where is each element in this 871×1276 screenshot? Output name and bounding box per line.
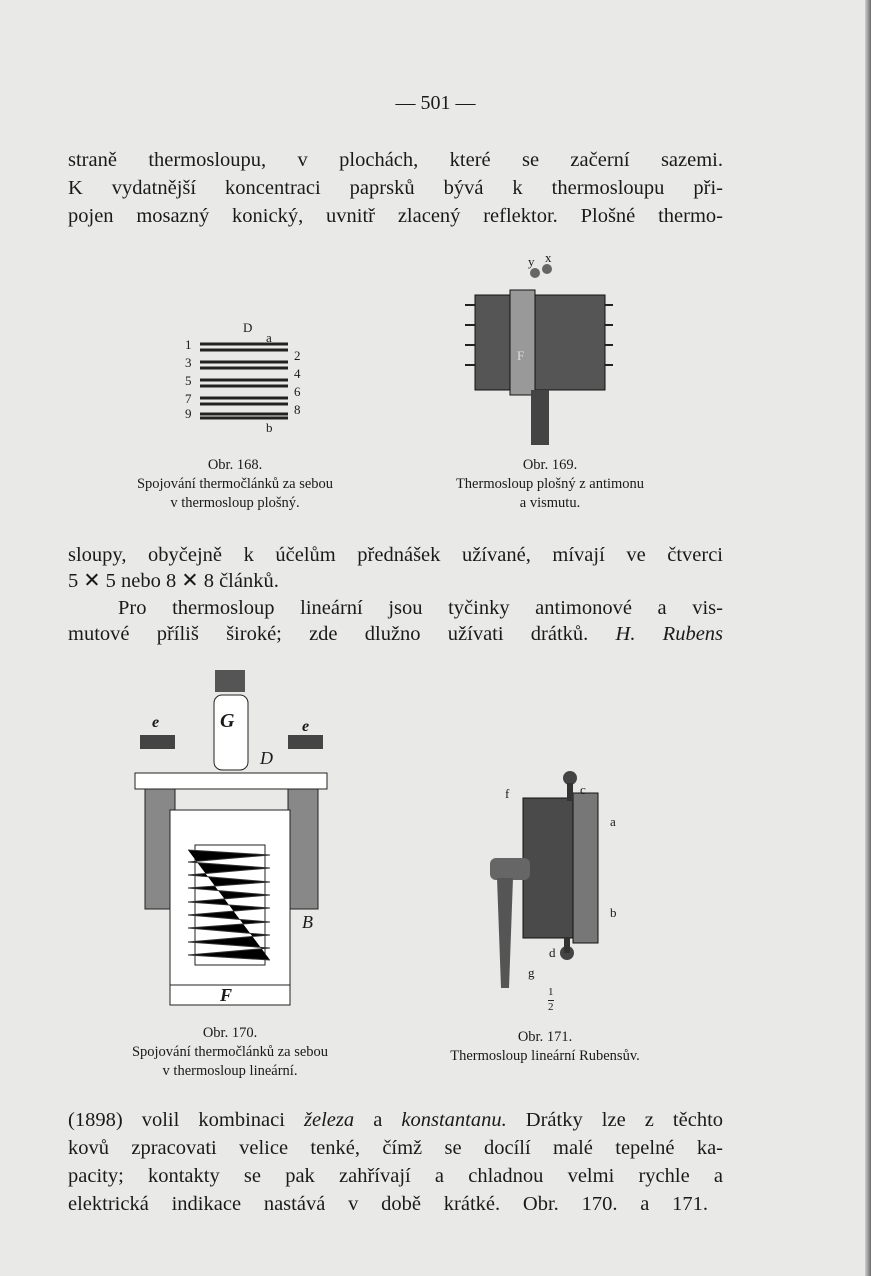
text-span: Drátky lze z těchto bbox=[525, 1109, 724, 1131]
text-line: 5 ✕ 5 nebo 8 ✕ 8 článků. bbox=[68, 570, 279, 592]
figure-caption: a vismutu. bbox=[519, 495, 581, 511]
label-F: F bbox=[220, 985, 233, 1005]
label-c: c bbox=[580, 782, 586, 797]
text-line bbox=[68, 620, 723, 648]
scale-denominator: 2 bbox=[548, 1001, 554, 1013]
text-line: kovů zpracovati velice tenké, čímž se docílí malé tepelné ka- bbox=[68, 1137, 723, 1159]
label-D: D bbox=[260, 748, 273, 768]
text-span: konstantanu. bbox=[401, 1109, 507, 1131]
figure-caption: v thermosloup plošný. bbox=[170, 495, 300, 511]
text-line: elektrická indikace nastává v době krátké. Obr. 170. a 171. bbox=[68, 1193, 708, 1215]
figure-number: Obr. 168. bbox=[207, 457, 263, 473]
text-span: a bbox=[373, 1109, 383, 1131]
figure-caption: Spojování thermočlánků za sebou bbox=[131, 1044, 329, 1060]
text-line: pacity; kontakty se pak zahřívají a chladnou velmi rychle a bbox=[68, 1165, 723, 1187]
scale-numerator: 1 bbox=[548, 986, 554, 998]
text-line: pojen mosazný konický, uvnitř zlacený reflektor. Plošné thermo- bbox=[68, 205, 723, 227]
text-line: K vydatnější koncentraci paprsků bývá k thermosloupu při- bbox=[68, 177, 723, 199]
rubens-thermopile-illustration bbox=[485, 768, 615, 1018]
label-8: 8 bbox=[294, 402, 301, 417]
figure-number: Obr. 171. bbox=[517, 1029, 573, 1045]
label-a: a bbox=[610, 814, 616, 829]
page-edge-shadow bbox=[865, 0, 871, 1276]
page-number: — 501 — bbox=[395, 92, 476, 114]
figure-caption: Thermosloup lineární Rubensův. bbox=[450, 1048, 640, 1064]
label-1: 1 bbox=[185, 337, 192, 352]
label-6: 6 bbox=[294, 384, 301, 399]
label-x: x bbox=[545, 250, 552, 265]
text-span: (1898) volil kombinaci bbox=[68, 1109, 285, 1131]
text-line bbox=[68, 1106, 723, 1134]
label-b: b bbox=[266, 420, 273, 435]
label-d: d bbox=[549, 945, 556, 960]
label-4: 4 bbox=[294, 366, 301, 381]
label-f: f bbox=[505, 786, 510, 801]
label-5: 5 bbox=[185, 373, 192, 388]
flat-thermopile-illustration bbox=[465, 255, 615, 450]
label-g: g bbox=[528, 965, 535, 980]
text-span: mutové příliš široké; zde dlužno užívati drátků. bbox=[68, 623, 589, 645]
text-line: straně thermosloupu, v plochách, které se začerní sazemi. bbox=[68, 149, 723, 171]
figure-number: Obr. 169. bbox=[522, 457, 578, 473]
text-line: Pro thermosloup lineární jsou tyčinky antimonové a vis- bbox=[118, 597, 723, 619]
label-B: B bbox=[302, 912, 313, 932]
figure-caption: Thermosloup plošný z antimonu bbox=[455, 476, 645, 492]
author-name: H. Rubens bbox=[615, 623, 724, 645]
label-7: 7 bbox=[185, 391, 192, 406]
label-G: G bbox=[220, 710, 235, 732]
figure-caption: v thermosloup lineární. bbox=[162, 1063, 298, 1079]
label-b: b bbox=[610, 905, 617, 920]
figure-caption: Spojování thermočlánků za sebou bbox=[136, 476, 334, 492]
label-y: y bbox=[528, 254, 535, 269]
label-9: 9 bbox=[185, 406, 192, 421]
label-F: F bbox=[517, 348, 525, 363]
label-e: e bbox=[302, 718, 310, 735]
text-line: sloupy, obyčejně k účelům přednášek užívané, mívají ve čtverci bbox=[68, 544, 723, 566]
label-e: e bbox=[152, 714, 160, 731]
label-3: 3 bbox=[185, 355, 192, 370]
label-a: a bbox=[266, 330, 272, 345]
figure-number: Obr. 170. bbox=[202, 1025, 258, 1041]
label-2: 2 bbox=[294, 348, 301, 363]
text-span: železa bbox=[304, 1109, 355, 1131]
label-D: D bbox=[243, 320, 253, 335]
